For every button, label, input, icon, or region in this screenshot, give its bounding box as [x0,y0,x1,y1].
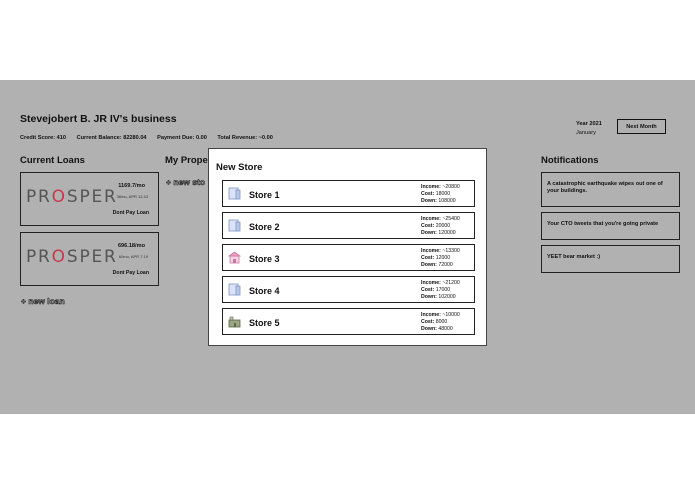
new-store-modal [208,148,487,346]
properties-heading: My Prope [165,155,208,166]
loan-amount: 1169.7/mo [118,183,145,189]
prosper-logo: PROSPER [26,247,118,267]
total-revenue: Total Revenue: ~0.00 [217,135,273,141]
new-store-link[interactable]: + new sto [166,177,205,187]
month-label: January [576,130,596,136]
factory-icon [228,315,241,328]
dont-pay-loan-button[interactable]: Dont Pay Loan [112,270,149,276]
store-name: Store 5 [249,318,280,328]
store-name: Store 2 [249,222,280,232]
next-month-button[interactable]: Next Month [617,119,666,134]
store-info: Income: ~10000 Cost: 8000 Down: 48000 [421,312,460,332]
notification-item: YEET bear market :) [541,245,680,273]
current-balance: Current Balance: 82280.04 [76,135,147,141]
shop-icon [228,251,241,264]
store-option[interactable] [222,308,475,335]
store-option[interactable] [222,212,475,239]
notifications-heading: Notifications [541,155,599,166]
loan-terms: 36mo, APR 12.43 [116,194,148,199]
store-option[interactable] [222,276,475,303]
modal-title: New Store [216,162,263,173]
loan-card [20,172,159,226]
loan-terms: 60mo, APR 7.19 [118,254,148,259]
loan-amount: 696.18/mo [117,243,145,249]
date-display [576,120,602,138]
prosper-logo: PROSPER [26,187,118,207]
stats-bar [20,135,282,141]
business-title: Stevejobert B. JR IV's business [20,113,177,125]
new-loan-link[interactable]: + new loan [21,296,65,306]
dont-pay-loan-button[interactable]: Dont Pay Loan [112,210,149,216]
store-option[interactable] [222,180,475,207]
store-info: Income: ~20800 Cost: 18000 Down: 108000 [421,184,460,204]
year-label: Year 2021 [576,121,602,127]
building-icon [228,187,241,200]
credit-score: Credit Score: 410 [20,135,67,141]
store-info: Income: ~25400 Cost: 20000 Down: 120000 [421,216,460,236]
building-icon [228,283,241,296]
store-name: Store 4 [249,286,280,296]
loan-card [20,232,159,286]
store-name: Store 3 [249,254,280,264]
store-info: Income: ~21200 Cost: 17000 Down: 102000 [421,280,460,300]
store-option[interactable] [222,244,475,271]
store-name: Store 1 [249,190,280,200]
payment-due: Payment Due: 0.00 [157,135,207,141]
building-icon [228,219,241,232]
loans-heading: Current Loans [20,155,85,166]
notification-item: Your CTO tweets that you're going private [541,212,680,240]
store-info: Income: ~13300 Cost: 12000 Down: 72000 [421,248,460,268]
notification-item: A catastrophic earthquake wipes out one of your buildings. [541,172,680,207]
